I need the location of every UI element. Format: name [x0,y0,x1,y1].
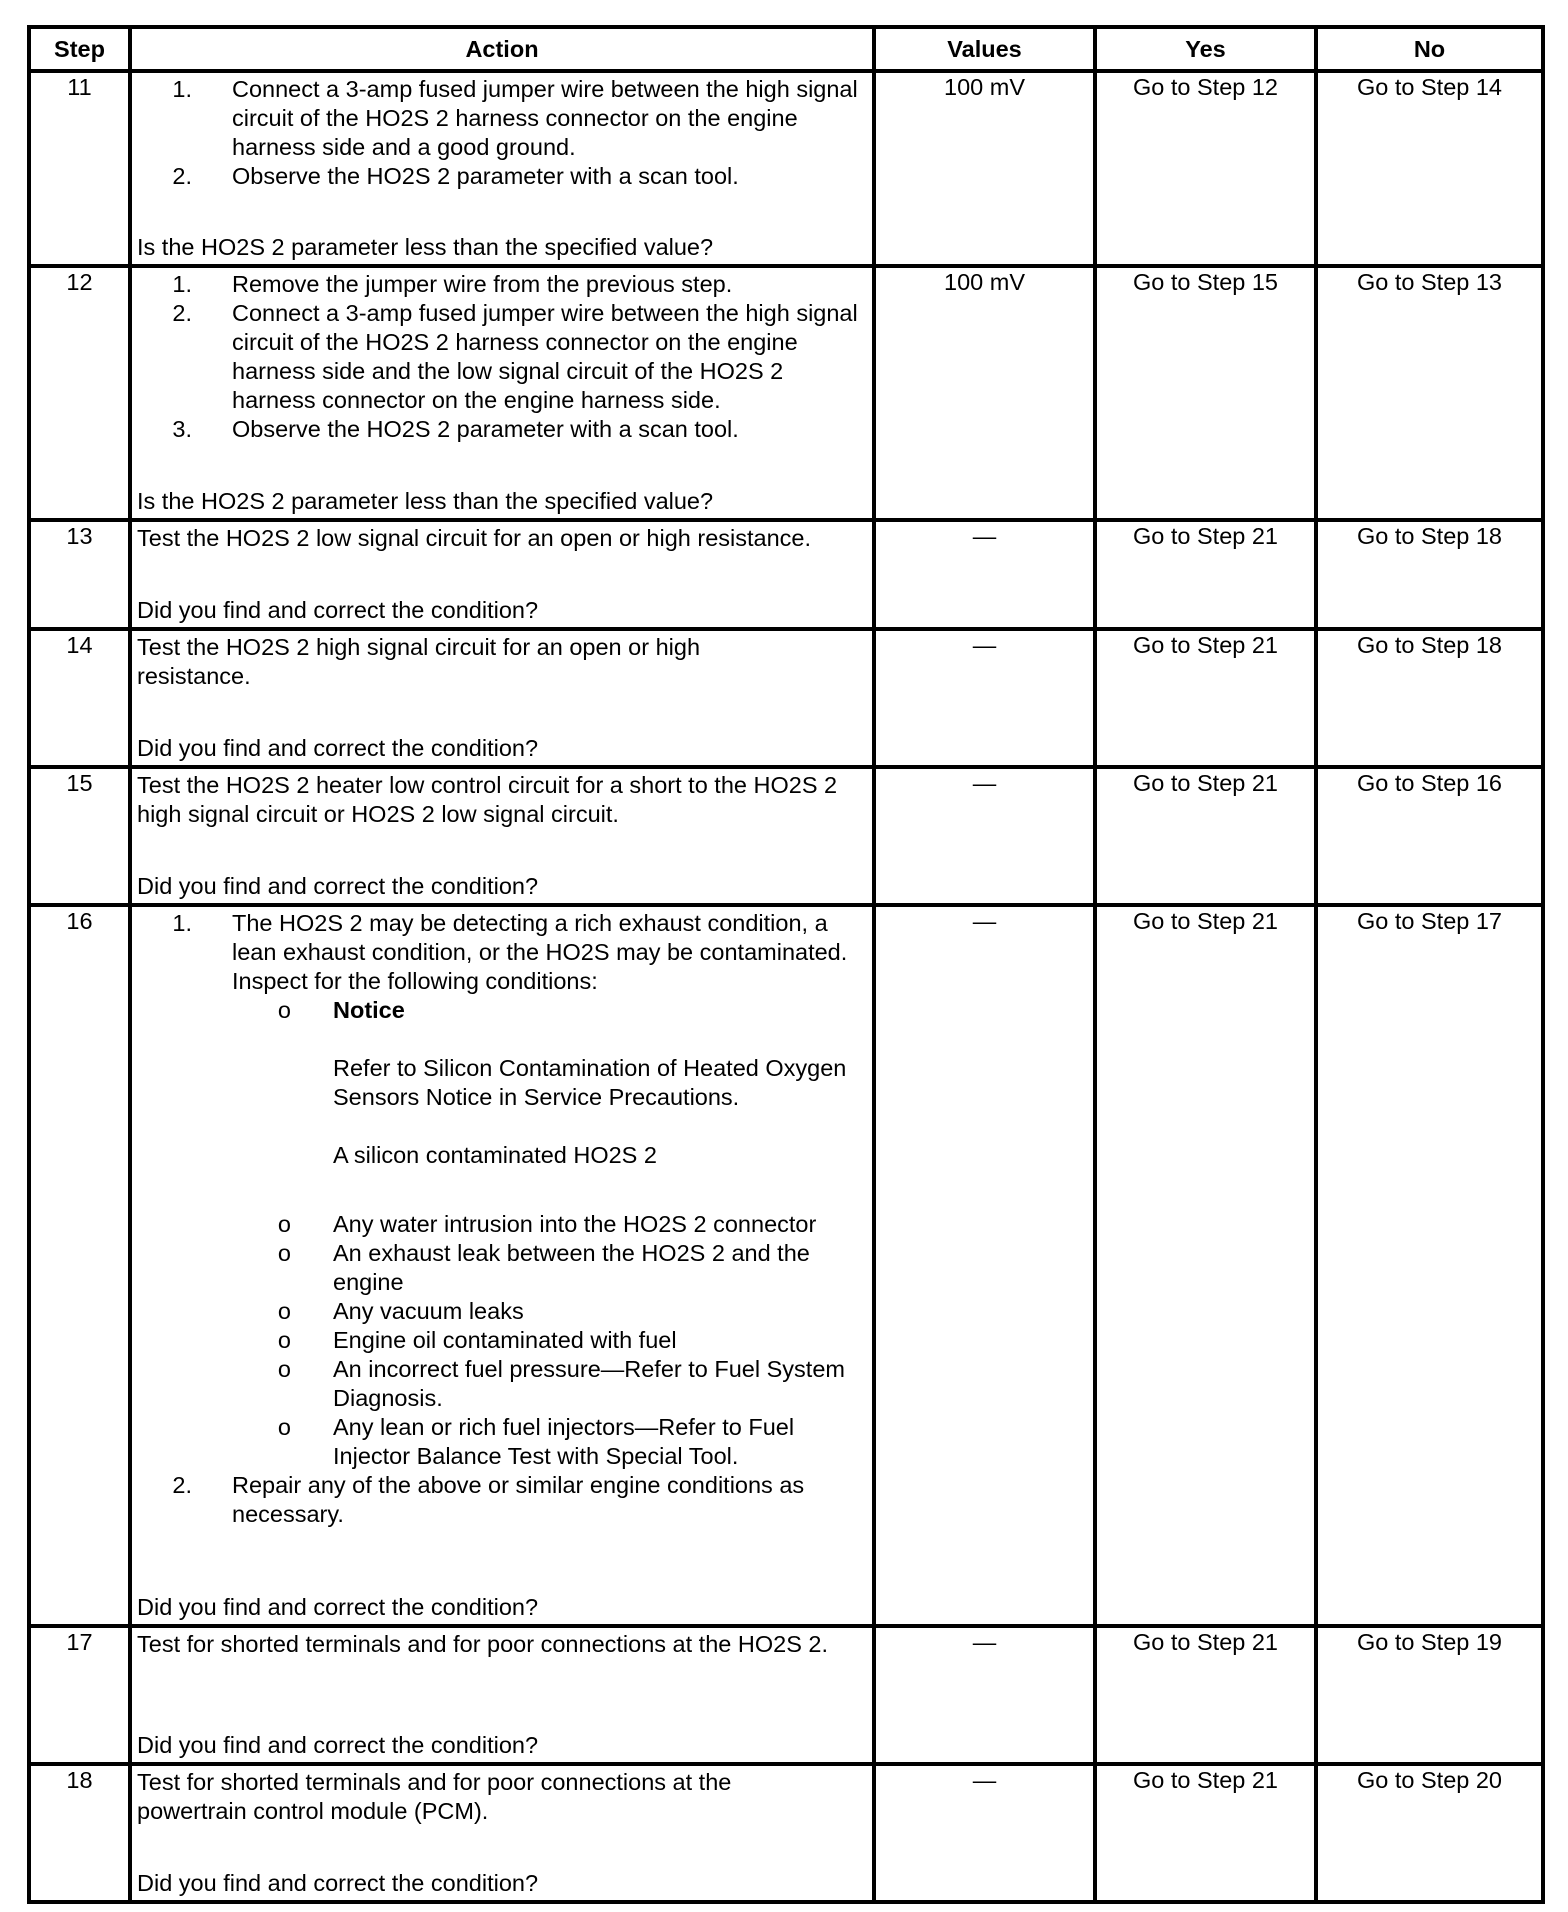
question-text: Did you find and correct the condition? [137,735,539,761]
question-text: Did you find and correct the condition? [137,597,539,623]
table-row [29,266,1543,520]
table-row [29,1626,1543,1764]
action-text: Test for shorted terminals and for poor connections at the HO2S 2. [137,1631,829,1657]
step-number: 14 [29,629,130,767]
list-item: 2. Repair any of the above or similar engine conditions as necessary. [172,1472,805,1527]
no-link[interactable]: Go to Step 18 [1316,520,1543,629]
action-cell [130,520,874,629]
table-row [29,767,1543,905]
table-row [29,71,1543,266]
value-cell: — [874,767,1095,905]
list-item: o Any lean or rich fuel injectors—Refer to Fuel Injector Balance Test with Special Tool. [277,1414,795,1469]
list-item: 2. Connect a 3-amp fused jumper wire between the high signal circuit of the HO2S 2 harness connector on the engine harness side and the low signal circuit of the HO2S 2 harness connector on the engine harness side. [172,300,858,413]
yes-link[interactable]: Go to Step 21 [1095,1626,1316,1764]
action-cell [130,629,874,767]
list-item: o Engine oil contaminated with fuel [277,1327,677,1353]
action-text: Test the HO2S 2 high signal circuit for an open or high resistance. [137,634,701,689]
value-cell: — [874,520,1095,629]
question-text: Did you find and correct the condition? [137,1870,539,1896]
diagnostic-table [27,25,1545,1904]
action-cell [130,1764,874,1902]
table-row [29,1764,1543,1902]
yes-link[interactable]: Go to Step 21 [1095,520,1316,629]
question-text: Is the HO2S 2 parameter less than the specified value? [137,234,714,260]
action-cell [130,767,874,905]
list-item: 1. The HO2S 2 may be detecting a rich exhaust condition, a lean exhaust condition, or the HO2S may be contaminated. Inspect for the following conditions: [172,910,848,994]
step-number: 13 [29,520,130,629]
header-step: Step [29,27,130,71]
notice-text: Refer to Silicon Contamination of Heated Oxygen Sensors Notice in Service Precautions. [333,1055,847,1110]
yes-link[interactable]: Go to Step 15 [1095,266,1316,520]
list-item: 3. Observe the HO2S 2 parameter with a scan tool. [172,416,739,442]
list-item: 2. Observe the HO2S 2 parameter with a scan tool. [172,163,739,189]
table-row [29,520,1543,629]
list-item: o Any vacuum leaks [277,1298,524,1324]
value-cell: — [874,1626,1095,1764]
table-row [29,905,1543,1626]
action-cell [130,905,874,1626]
list-item: 1. Connect a 3-amp fused jumper wire between the high signal circuit of the HO2S 2 harness connector on the engine harness side and a good ground. [172,76,858,160]
list-item: 1. Remove the jumper wire from the previous step. [172,271,733,297]
step-number: 16 [29,905,130,1626]
yes-link[interactable]: Go to Step 21 [1095,629,1316,767]
notice-item [137,996,868,1025]
header-values: Values [874,27,1095,71]
no-link[interactable]: Go to Step 16 [1316,767,1543,905]
question-text: Did you find and correct the condition? [137,1594,539,1620]
header-no: No [1316,27,1543,71]
question-text: Did you find and correct the condition? [137,1732,539,1758]
notice-extra: A silicon contaminated HO2S 2 [333,1142,657,1168]
list-item: o An exhaust leak between the HO2S 2 and the engine [277,1240,810,1295]
notice-title: Notice [333,997,405,1023]
value-cell: — [874,905,1095,1626]
yes-link[interactable]: Go to Step 21 [1095,905,1316,1626]
table-row [29,629,1543,767]
action-text: Test the HO2S 2 low signal circuit for an open or high resistance. [137,525,812,551]
yes-link[interactable]: Go to Step 12 [1095,71,1316,266]
yes-link[interactable]: Go to Step 21 [1095,1764,1316,1902]
step-number: 11 [29,71,130,266]
question-text: Is the HO2S 2 parameter less than the specified value? [137,488,714,514]
no-link[interactable]: Go to Step 18 [1316,629,1543,767]
no-link[interactable]: Go to Step 14 [1316,71,1543,266]
step-number: 15 [29,767,130,905]
question-text: Did you find and correct the condition? [137,873,539,899]
action-text: Test the HO2S 2 heater low control circuit for a short to the HO2S 2 high signal circuit or HO2S 2 low signal circuit. [137,772,838,827]
step-number: 18 [29,1764,130,1902]
value-cell: 100 mV [874,266,1095,520]
header-yes: Yes [1095,27,1316,71]
no-link[interactable]: Go to Step 13 [1316,266,1543,520]
header-row [29,27,1543,71]
action-cell [130,266,874,520]
value-cell: — [874,629,1095,767]
action-cell [130,71,874,266]
no-link[interactable]: Go to Step 20 [1316,1764,1543,1902]
action-text: Test for shorted terminals and for poor connections at the powertrain control module (PCM). [137,1769,732,1824]
step-number: 12 [29,266,130,520]
no-link[interactable]: Go to Step 19 [1316,1626,1543,1764]
action-cell [130,1626,874,1764]
yes-link[interactable]: Go to Step 21 [1095,767,1316,905]
value-cell: — [874,1764,1095,1902]
no-link[interactable]: Go to Step 17 [1316,905,1543,1626]
list-item: o An incorrect fuel pressure—Refer to Fuel System Diagnosis. [277,1356,845,1411]
bullet-marker: o [277,997,291,1023]
value-cell: 100 mV [874,71,1095,266]
list-item: o Any water intrusion into the HO2S 2 connector [277,1211,817,1237]
header-action: Action [130,27,874,71]
step-number: 17 [29,1626,130,1764]
